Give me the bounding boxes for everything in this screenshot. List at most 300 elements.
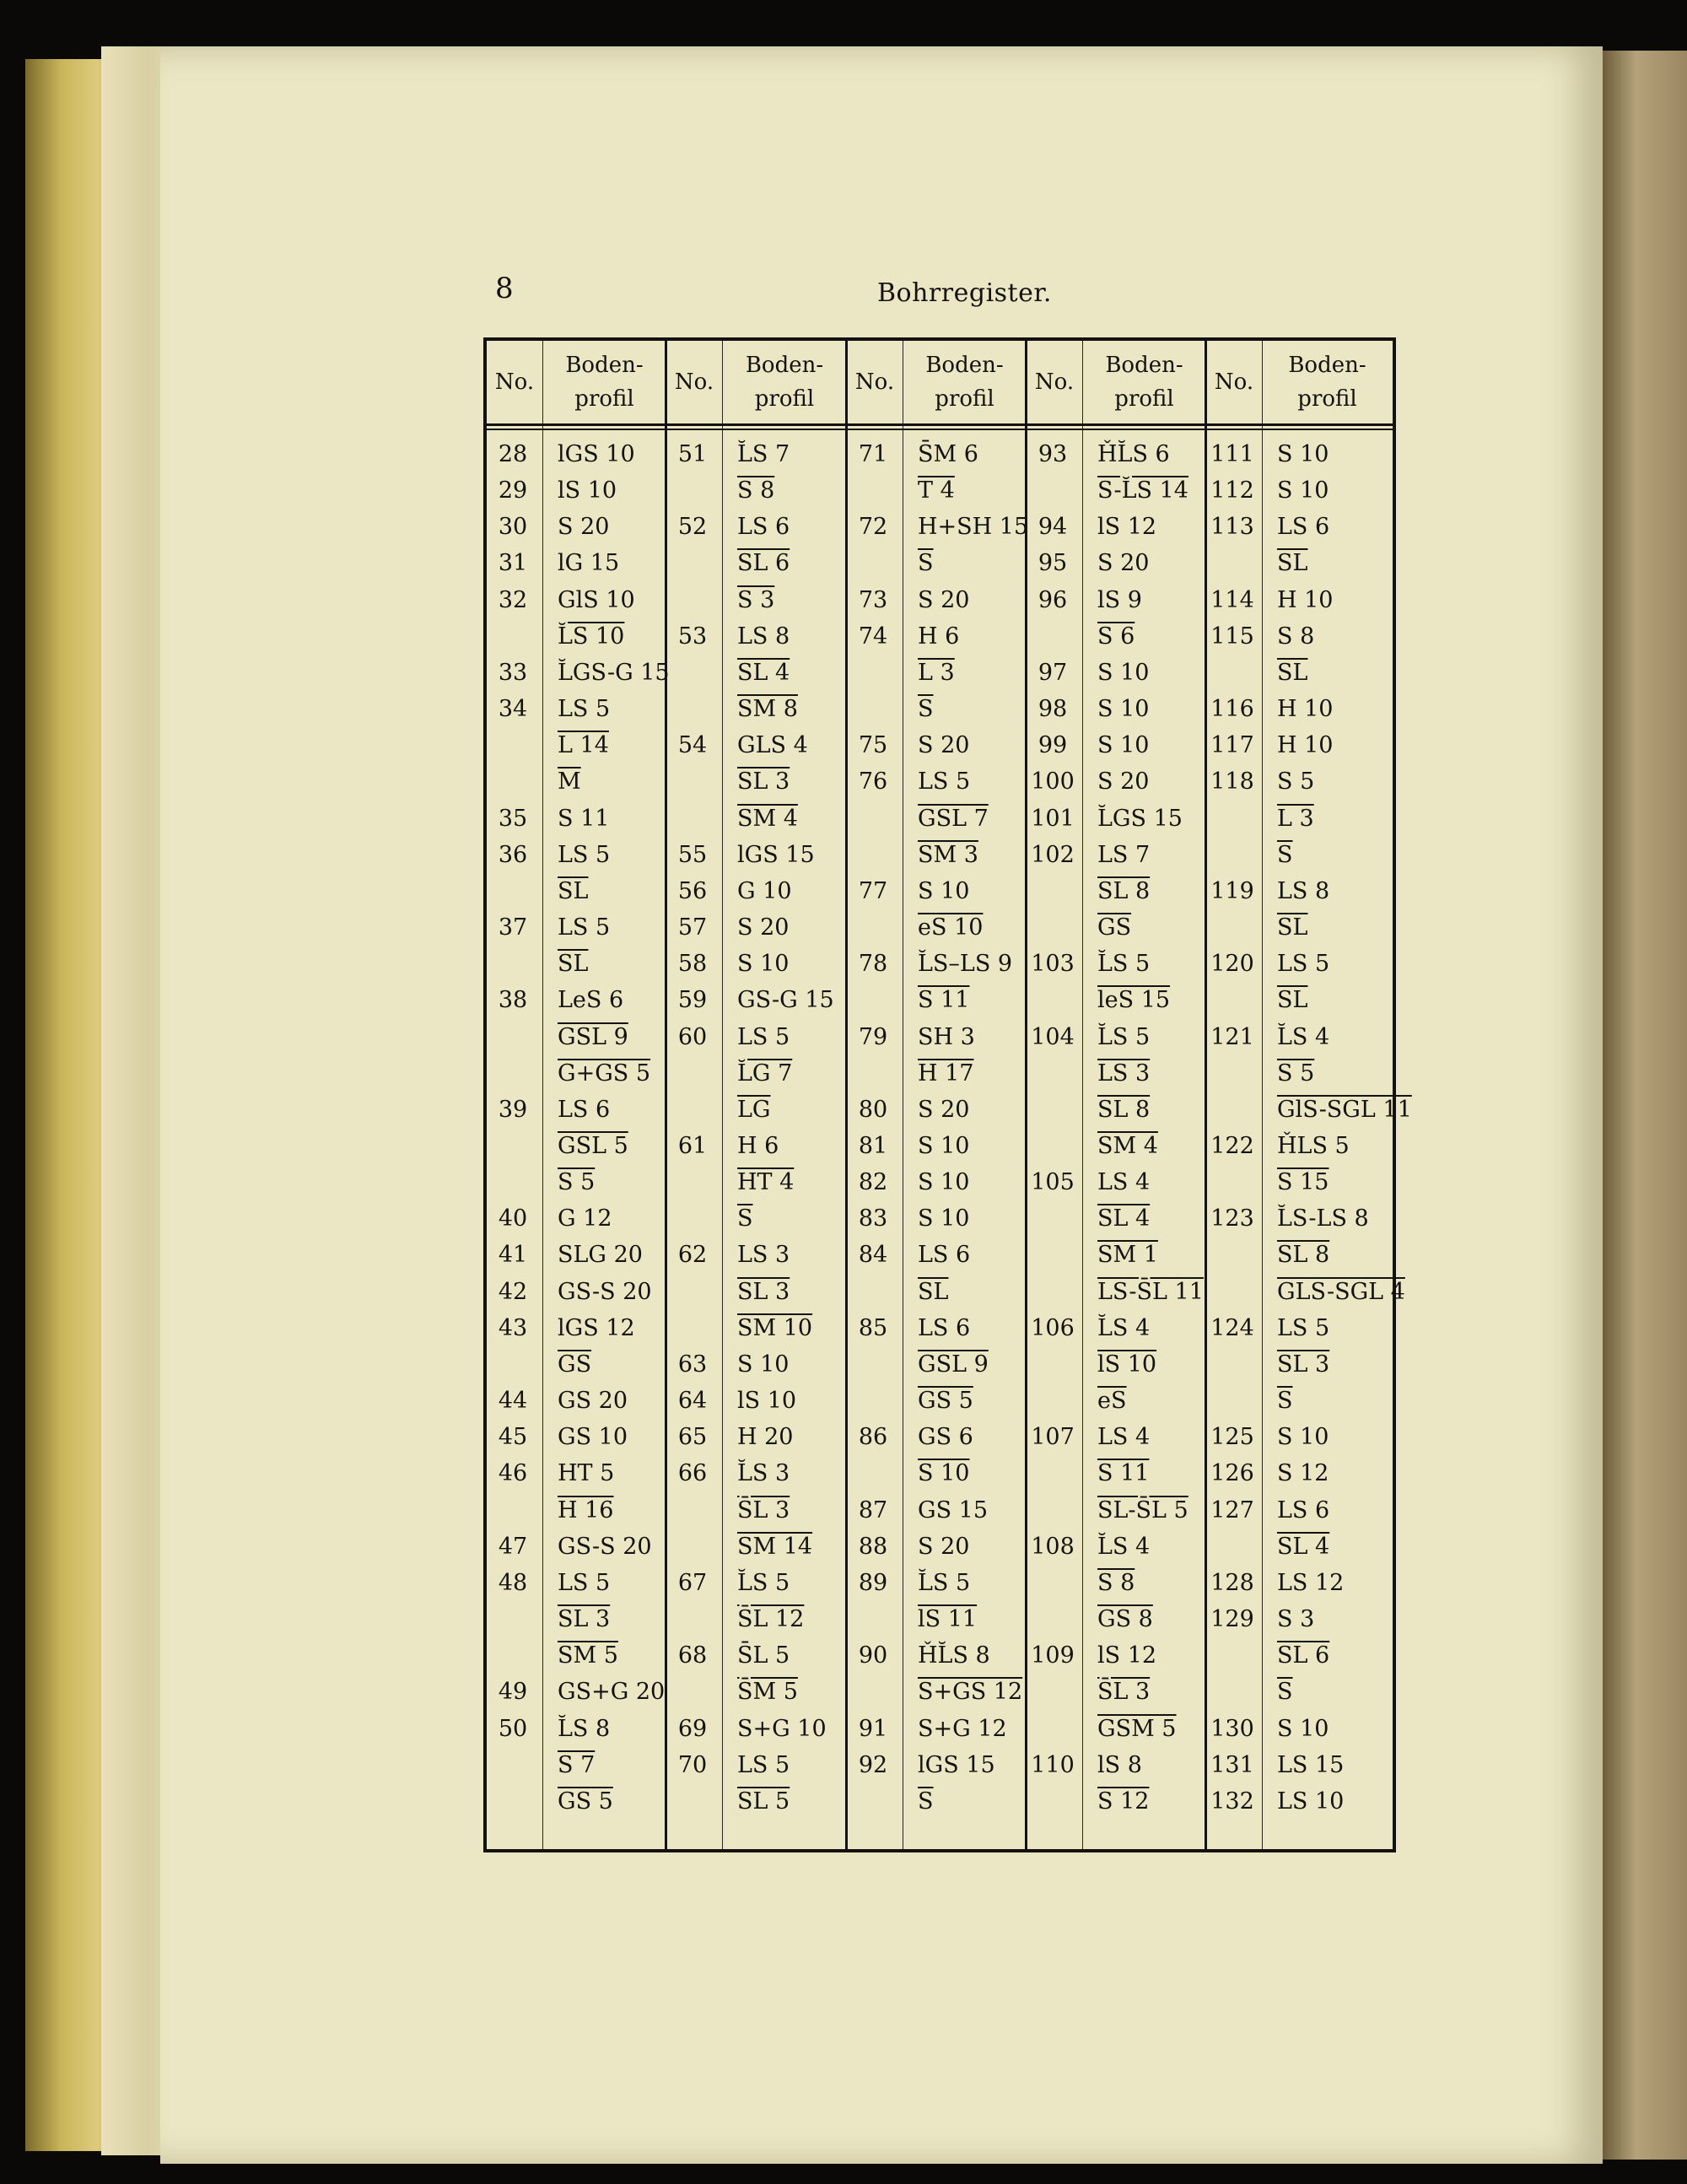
soil-profile-layer: GS 5 [918, 1388, 973, 1415]
soil-profile-layer: GS 10 [558, 1424, 628, 1451]
soil-profile-layer: LS 6 [737, 514, 790, 541]
soil-profile-layer: L̆S 4 [1097, 1533, 1151, 1560]
header-no: No. [674, 369, 714, 395]
soil-profile-layer: lS 10 [737, 1388, 797, 1415]
boring-number: 28 [498, 441, 528, 467]
soil-profile-layer: LS 5 [558, 914, 611, 941]
soil-profile-layer: SM 3 [918, 841, 978, 868]
soil-profile-layer: H 6 [918, 623, 960, 650]
soil-profile-layer: LS 5 [558, 841, 611, 868]
soil-profile-layer: lS 8 [1097, 1751, 1142, 1778]
soil-profile-layer: L̆S–LS 9 [918, 951, 1013, 978]
boring-number: 127 [1210, 1496, 1254, 1523]
soil-profile-layer: L̆S 5 [737, 1569, 790, 1596]
soil-profile-layer: SL 6 [1277, 1642, 1330, 1669]
soil-profile-layer: S 11 [1097, 1460, 1150, 1487]
boring-number: 93 [1038, 441, 1068, 467]
soil-profile-layer: GS 6 [918, 1424, 973, 1451]
boring-number: 83 [858, 1205, 888, 1232]
soil-profile-layer: LS 3 [737, 1242, 790, 1269]
soil-profile-layer: H 10 [1277, 586, 1334, 613]
soil-profile-layer: S 10 [1277, 477, 1329, 504]
soil-profile-layer: lGS 12 [558, 1314, 635, 1341]
soil-profile-layer: $\overline{S}$ [918, 696, 934, 723]
boring-number: 69 [677, 1715, 708, 1742]
soil-profile-layer: $\overline{SL}$ [1277, 987, 1308, 1014]
soil-profile-layer: lGS 15 [737, 841, 815, 868]
soil-profile-layer: SL 4 [1097, 1205, 1151, 1232]
soil-profile-layer: H 16 [558, 1496, 614, 1523]
boring-number: 107 [1031, 1424, 1075, 1451]
soil-profile-layer: GS-G 15 [737, 987, 834, 1014]
soil-profile-layer: SL 3 [558, 1606, 611, 1633]
boring-number: 103 [1031, 951, 1075, 978]
boring-number: 54 [677, 732, 708, 759]
soil-profile-layer: lS 10 [1097, 1351, 1157, 1378]
soil-profile-layer: S 20 [918, 732, 970, 759]
facing-page-edge [1603, 51, 1687, 2160]
boring-number: 80 [858, 1096, 888, 1123]
boring-number: 84 [858, 1242, 888, 1269]
soil-profile-layer: L 3 [918, 659, 955, 686]
soil-profile-layer: LS 6 [918, 1242, 971, 1269]
boring-number: 66 [677, 1460, 708, 1487]
soil-profile-layer: L̆S 5 [1097, 951, 1151, 978]
soil-profile-layer: ȞL̆S 8 [918, 1642, 990, 1669]
boring-number: 116 [1210, 696, 1254, 723]
boring-number: 123 [1210, 1205, 1254, 1232]
soil-profile-layer: GSL 9 [918, 1351, 989, 1378]
boring-number: 110 [1031, 1751, 1075, 1778]
boring-number: 49 [498, 1679, 528, 1706]
soil-profile-layer: S 10 [1097, 732, 1150, 759]
soil-profile-layer: lS 12 [1097, 1642, 1157, 1669]
soil-profile-layer: SL 8 [1097, 877, 1151, 904]
soil-profile-layer: S 11 [558, 805, 610, 832]
soil-profile-layer: S 5 [1277, 1060, 1315, 1087]
soil-profile-layer: lS 11 [918, 1606, 978, 1633]
soil-profile-layer: lG 15 [558, 550, 620, 577]
boring-number: 95 [1038, 550, 1068, 577]
soil-profile-layer: $\overline{S}$ [1277, 1388, 1293, 1415]
soil-profile-layer: LS 6 [1277, 1496, 1330, 1523]
soil-profile-layer: GS 20 [558, 1388, 628, 1415]
soil-profile-layer: SH 3 [918, 1023, 975, 1050]
soil-profile-layer: S 10 [918, 877, 970, 904]
soil-profile-layer: L̆GS-G 15 [558, 659, 670, 686]
header-bodenprofil: Boden- profil [1288, 353, 1366, 412]
boring-number: 37 [498, 914, 528, 941]
soil-profile-layer: S+GS 12 [918, 1679, 1023, 1706]
boring-number: 118 [1210, 768, 1254, 795]
boring-number: 62 [677, 1242, 708, 1269]
boring-number: 50 [498, 1715, 528, 1742]
boring-number: 96 [1038, 586, 1068, 613]
header-no: No. [1214, 369, 1254, 395]
boring-number: 77 [858, 877, 888, 904]
boring-number: 100 [1031, 768, 1075, 795]
header-no: No. [494, 369, 535, 395]
boring-number: 58 [677, 951, 708, 978]
boring-number: 30 [498, 514, 528, 541]
soil-profile-layer: S-L̆S 14 [1097, 477, 1188, 504]
boring-number: 94 [1038, 514, 1068, 541]
soil-profile-layer: H 6 [737, 1133, 779, 1159]
boring-number: 120 [1210, 951, 1254, 978]
soil-profile-layer: lS 12 [1097, 514, 1157, 541]
soil-profile-layer: L̆S 10 [558, 623, 625, 650]
boring-number: 121 [1210, 1023, 1254, 1050]
soil-profile-layer: lS 9 [1097, 586, 1142, 613]
soil-profile-layer: H 20 [737, 1424, 794, 1451]
soil-profile-layer: $\overline{eS}$ [1097, 1388, 1127, 1415]
soil-profile-layer: SL 3 [737, 1278, 790, 1305]
soil-profile-layer: S 10 [737, 951, 790, 978]
soil-profile-layer: SL 5 [737, 1788, 790, 1815]
soil-profile-layer: LS 8 [1277, 877, 1330, 904]
boring-number: 61 [677, 1133, 708, 1159]
soil-profile-layer: S 20 [1097, 768, 1150, 795]
soil-profile-layer: S 10 [918, 1133, 970, 1159]
soil-profile-layer: S 12 [1277, 1460, 1329, 1487]
soil-profile-layer: SM 8 [737, 696, 798, 723]
soil-profile-layer: $\overline{LG}$ [737, 1096, 771, 1123]
boring-number: 102 [1031, 841, 1075, 868]
soil-profile-layer: $\overline{S}$ [1277, 1679, 1293, 1706]
soil-profile-layer: SM 4 [1097, 1133, 1158, 1159]
soil-profile-layer: L̆S 5 [1097, 1023, 1151, 1050]
boring-number: 38 [498, 987, 528, 1014]
soil-profile-layer: SL 8 [1097, 1096, 1151, 1123]
boring-number: 85 [858, 1314, 888, 1341]
soil-profile-layer: LS 5 [558, 1569, 611, 1596]
number-column-rule [542, 341, 543, 1849]
soil-profile-layer: S 15 [1277, 1169, 1329, 1196]
boring-number: 125 [1210, 1424, 1254, 1451]
soil-profile-layer: S̄L 5 [737, 1642, 790, 1669]
boring-number: 124 [1210, 1314, 1254, 1341]
soil-profile-layer: S̄L 3 [1097, 1679, 1151, 1706]
soil-profile-layer: GLS 4 [737, 732, 808, 759]
soil-profile-layer: S̄M 5 [737, 1679, 798, 1706]
soil-profile-layer: S 8 [1097, 1569, 1135, 1596]
soil-profile-layer: S 10 [918, 1460, 970, 1487]
boring-number: 67 [677, 1569, 708, 1596]
soil-profile-layer: S 20 [918, 1533, 970, 1560]
boring-number: 44 [498, 1388, 528, 1415]
soil-profile-layer: LS 6 [558, 1096, 611, 1123]
header-bodenprofil: Boden- profil [1105, 353, 1183, 412]
soil-profile-layer: SL-S̄L 5 [1097, 1496, 1188, 1523]
boring-number: 99 [1038, 732, 1068, 759]
boring-number: 72 [858, 514, 888, 541]
soil-profile-layer: S 6 [1097, 623, 1135, 650]
boring-number: 114 [1210, 586, 1254, 613]
boring-number: 56 [677, 877, 708, 904]
boring-number: 86 [858, 1424, 888, 1451]
soil-profile-layer: SL 6 [737, 550, 790, 577]
soil-profile-layer: T 4 [918, 477, 955, 504]
soil-profile-layer: lGS 15 [918, 1751, 995, 1778]
soil-profile-layer: eS 10 [918, 914, 984, 941]
header-no: No. [854, 369, 895, 395]
soil-profile-layer: S 20 [737, 914, 790, 941]
soil-profile-layer: H 10 [1277, 732, 1334, 759]
boring-number: 79 [858, 1023, 888, 1050]
soil-profile-layer: GSL 7 [918, 805, 989, 832]
boring-number: 33 [498, 659, 528, 686]
soil-profile-layer: $\overline{SL}$ [558, 951, 589, 978]
soil-profile-layer: $\overline{SL}$ [918, 1278, 949, 1305]
soil-profile-layer: H 10 [1277, 696, 1334, 723]
boring-number: 32 [498, 586, 528, 613]
soil-profile-layer: S 20 [918, 586, 970, 613]
boring-number: 35 [498, 805, 528, 832]
boring-number: 51 [677, 441, 708, 467]
boring-number: 68 [677, 1642, 708, 1669]
boring-number: 74 [858, 623, 888, 650]
number-column-rule [1262, 341, 1263, 1849]
boring-number: 70 [677, 1751, 708, 1778]
boring-number: 105 [1031, 1169, 1075, 1196]
soil-profile-layer: LS 4 [1097, 1169, 1151, 1196]
boring-number: 131 [1210, 1751, 1254, 1778]
boring-number: 47 [498, 1533, 528, 1560]
boring-number: 104 [1031, 1023, 1075, 1050]
soil-profile-layer: HT 4 [737, 1169, 795, 1196]
soil-profile-layer: lS 10 [558, 477, 617, 504]
soil-profile-layer: G 12 [558, 1205, 612, 1232]
soil-profile-layer: leS 15 [1097, 987, 1171, 1014]
soil-profile-layer: L̆S-LS 8 [1277, 1205, 1369, 1232]
soil-profile-layer: ȞL̆S 6 [1097, 441, 1170, 467]
soil-profile-layer: S 20 [1097, 550, 1150, 577]
soil-profile-layer: ȞLS 5 [1277, 1133, 1350, 1159]
boring-number: 63 [677, 1351, 708, 1378]
boring-number: 101 [1031, 805, 1075, 832]
soil-profile-layer: S 7 [558, 1751, 596, 1778]
boring-number: 36 [498, 841, 528, 868]
soil-profile-layer: S 8 [1277, 623, 1315, 650]
boring-number: 82 [858, 1169, 888, 1196]
soil-profile-layer: L̆S 5 [918, 1569, 971, 1596]
soil-profile-layer: S 10 [1097, 659, 1150, 686]
soil-profile-layer: L̆S 3 [737, 1460, 790, 1487]
soil-profile-layer: $\overline{GS}$ [1097, 914, 1132, 941]
soil-profile-layer: LS 5 [558, 696, 611, 723]
boring-number: 60 [677, 1023, 708, 1050]
boring-number: 64 [677, 1388, 708, 1415]
soil-profile-layer: $\overline{SL}$ [1277, 659, 1308, 686]
page-number: 8 [495, 272, 514, 305]
soil-profile-layer: S 8 [737, 477, 775, 504]
soil-profile-layer: S 3 [1277, 1606, 1315, 1633]
soil-profile-layer: S 20 [918, 1096, 970, 1123]
soil-profile-layer: S̄L 12 [737, 1606, 805, 1633]
boring-number: 87 [858, 1496, 888, 1523]
soil-profile-layer: lGS 10 [558, 441, 635, 467]
header-bodenprofil: Boden- profil [925, 353, 1004, 412]
soil-profile-layer: L̆S 4 [1097, 1314, 1151, 1341]
boring-number: 108 [1031, 1533, 1075, 1560]
soil-profile-layer: $\overline{SL}$ [1277, 550, 1308, 577]
soil-profile-layer: LeS 6 [558, 987, 624, 1014]
boring-number: 52 [677, 514, 708, 541]
boring-number: 71 [858, 441, 888, 467]
soil-profile-layer: SL 8 [1277, 1242, 1330, 1269]
soil-profile-layer: LS 5 [1277, 1314, 1330, 1341]
boring-number: 43 [498, 1314, 528, 1341]
soil-profile-layer: LS 15 [1277, 1751, 1345, 1778]
boring-number: 81 [858, 1133, 888, 1159]
soil-profile-layer: SL 3 [737, 768, 790, 795]
soil-profile-layer: HT 5 [558, 1460, 615, 1487]
soil-profile-layer: S 10 [918, 1169, 970, 1196]
number-column-rule [722, 341, 723, 1849]
boring-number: 119 [1210, 877, 1254, 904]
boring-number: 111 [1210, 441, 1254, 467]
soil-profile-layer: S 20 [558, 514, 610, 541]
boring-number: 29 [498, 477, 528, 504]
soil-profile-layer: L 3 [1277, 805, 1314, 832]
soil-profile-layer: LS 5 [918, 768, 971, 795]
soil-profile-layer: SL 3 [1277, 1351, 1330, 1378]
soil-profile-layer: $\overline{S}$ [918, 550, 934, 577]
header-bodenprofil: Boden- profil [565, 353, 644, 412]
header-no: No. [1034, 369, 1075, 395]
boring-number: 73 [858, 586, 888, 613]
soil-profile-layer: GS 15 [918, 1496, 989, 1523]
soil-profile-layer: GS-S 20 [558, 1278, 652, 1305]
boring-number: 76 [858, 768, 888, 795]
soil-profile-layer: LS 3 [1097, 1060, 1151, 1087]
boring-number: 98 [1038, 696, 1068, 723]
soil-profile-layer: $\overline{S}$ [1277, 841, 1293, 868]
soil-profile-layer: G+GS 5 [558, 1060, 651, 1087]
soil-profile-layer: S 11 [918, 987, 970, 1014]
boring-number: 126 [1210, 1460, 1254, 1487]
soil-profile-layer: S 10 [1277, 1715, 1329, 1742]
soil-profile-layer: H+SH 15 [918, 514, 1029, 541]
boring-number: 128 [1210, 1569, 1254, 1596]
soil-profile-layer: L̆S 7 [737, 441, 790, 467]
soil-profile-layer: LS 5 [737, 1023, 790, 1050]
soil-profile-layer: S 10 [1277, 441, 1329, 467]
boring-number: 53 [677, 623, 708, 650]
soil-profile-layer: GSL 5 [558, 1133, 628, 1159]
boring-number: 31 [498, 550, 528, 577]
soil-profile-layer: LS 6 [918, 1314, 971, 1341]
soil-profile-layer: L̆S 8 [558, 1715, 611, 1742]
boring-number: 42 [498, 1278, 528, 1305]
soil-profile-layer: LS 5 [737, 1751, 790, 1778]
boring-number: 92 [858, 1751, 888, 1778]
boring-number: 117 [1210, 732, 1254, 759]
soil-profile-layer: LS 12 [1277, 1569, 1345, 1596]
soil-profile-layer: S 5 [1277, 768, 1315, 795]
soil-profile-layer: SLG 20 [558, 1242, 643, 1269]
soil-profile-layer: S̄M 6 [918, 441, 978, 467]
soil-profile-layer: GS 8 [1097, 1606, 1153, 1633]
soil-profile-layer: LS 6 [1277, 514, 1330, 541]
soil-profile-layer: $\overline{S}$ [918, 1788, 934, 1815]
soil-profile-layer: S+G 12 [918, 1715, 1007, 1742]
soil-profile-layer: L̆G 7 [737, 1060, 793, 1087]
boring-number: 57 [677, 914, 708, 941]
boring-number: 78 [858, 951, 888, 978]
soil-profile-layer: SM 5 [558, 1642, 618, 1669]
soil-profile-layer: LS 10 [1277, 1788, 1345, 1815]
number-column-rule [1082, 341, 1083, 1849]
boring-number: 55 [677, 841, 708, 868]
soil-profile-layer: S 10 [737, 1351, 790, 1378]
soil-profile-layer: SM 10 [737, 1314, 813, 1341]
soil-profile-layer: GS 5 [558, 1788, 613, 1815]
boring-number: 34 [498, 696, 528, 723]
soil-profile-layer: LS 4 [1097, 1424, 1151, 1451]
soil-profile-layer: SM 4 [737, 805, 798, 832]
boring-number: 45 [498, 1424, 528, 1451]
soil-profile-layer: S 3 [737, 586, 775, 613]
soil-profile-layer: $\overline{M}$ [558, 768, 581, 795]
soil-profile-layer: $\overline{GS}$ [558, 1351, 592, 1378]
soil-profile-layer: GSM 5 [1097, 1715, 1177, 1742]
soil-profile-layer: S 10 [1097, 696, 1150, 723]
soil-profile-layer: G 10 [737, 877, 792, 904]
boring-number: 122 [1210, 1133, 1254, 1159]
boring-number: 39 [498, 1096, 528, 1123]
soil-profile-layer: GlS 10 [558, 586, 635, 613]
boring-number: 90 [858, 1642, 888, 1669]
soil-profile-layer: LS 8 [737, 623, 790, 650]
soil-profile-layer: LS 5 [1277, 951, 1330, 978]
soil-profile-layer: L̆S 4 [1277, 1023, 1330, 1050]
soil-profile-layer: S 10 [918, 1205, 970, 1232]
header-bodenprofil: Boden- profil [745, 353, 824, 412]
boring-number: 130 [1210, 1715, 1254, 1742]
soil-profile-layer: $\overline{S}$ [737, 1205, 753, 1232]
boring-number: 48 [498, 1569, 528, 1596]
soil-profile-layer: S 12 [1097, 1788, 1150, 1815]
soil-profile-layer: L 14 [558, 732, 609, 759]
soil-profile-layer: $\overline{SL}$ [1277, 914, 1308, 941]
soil-profile-layer: $\overline{SL}$ [558, 877, 589, 904]
boring-number: 75 [858, 732, 888, 759]
boring-number: 129 [1210, 1606, 1254, 1633]
soil-profile-layer: H 17 [918, 1060, 974, 1087]
soil-profile-layer: LS 7 [1097, 841, 1151, 868]
running-head: Bohrregister. [877, 278, 1052, 308]
soil-profile-layer: SL 4 [1277, 1533, 1330, 1560]
boring-number: 65 [677, 1424, 708, 1451]
boring-number: 59 [677, 987, 708, 1014]
boring-number: 88 [858, 1533, 888, 1560]
boring-number: 115 [1210, 623, 1254, 650]
soil-profile-layer: S+G 10 [737, 1715, 827, 1742]
soil-profile-layer: GlS-SGL 11 [1277, 1096, 1412, 1123]
soil-profile-layer: GS-S 20 [558, 1533, 652, 1560]
soil-profile-layer: SL 4 [737, 659, 790, 686]
boring-number: 91 [858, 1715, 888, 1742]
header-rule [487, 423, 1393, 430]
boring-number: 46 [498, 1460, 528, 1487]
group-divider [665, 341, 667, 1849]
boring-number: 109 [1031, 1642, 1075, 1669]
boring-number: 113 [1210, 514, 1254, 541]
soil-profile-layer: GLS-SGL 4 [1277, 1278, 1405, 1305]
soil-profile-layer: GSL 9 [558, 1023, 628, 1050]
boring-number: 106 [1031, 1314, 1075, 1341]
